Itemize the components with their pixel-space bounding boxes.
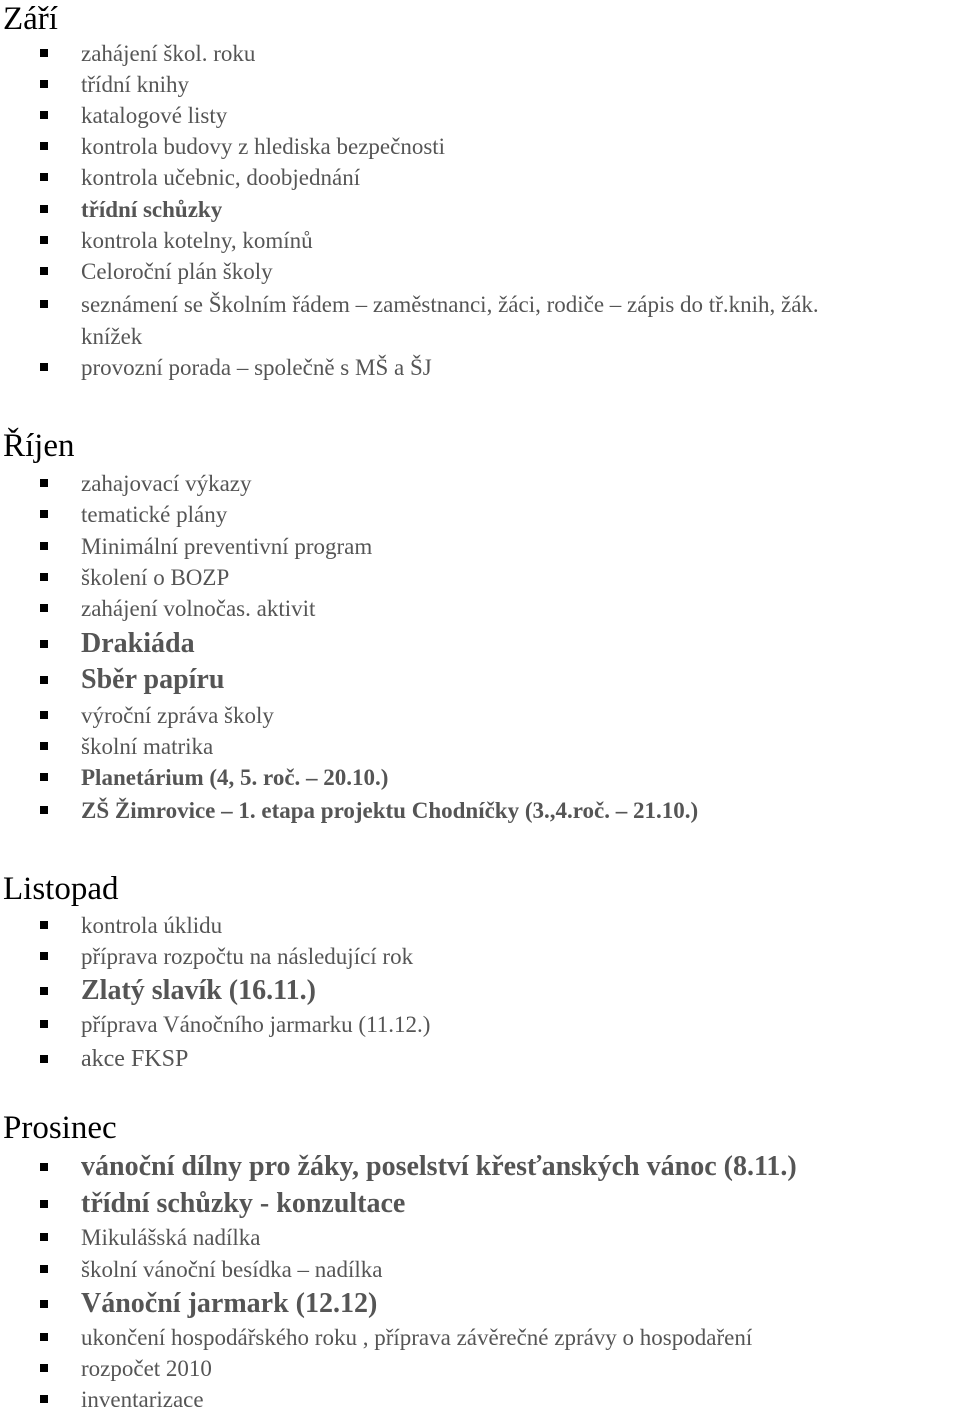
bullet-icon — [40, 542, 48, 550]
month-heading-listopad: Listopad — [3, 871, 119, 907]
bullet-icon — [40, 1020, 48, 1028]
list-item-text: katalogové listy — [81, 103, 228, 128]
list-item-text: Planetárium (4, 5. roč. – 20.10.) — [81, 765, 389, 790]
list-item-text: vánoční dílny pro žáky, poselství křesťanských vánoc (8.11.) — [81, 1151, 797, 1182]
bullet-icon — [40, 1265, 48, 1273]
bullet-icon — [40, 49, 48, 57]
list-item-text: Minimální preventivní program — [81, 534, 373, 559]
list-item-text: Mikulášská nadílka — [81, 1225, 261, 1250]
bullet-icon — [40, 640, 48, 648]
bullet-icon — [40, 921, 48, 929]
list-item-text: seznámení se Školním řádem – zaměstnanci, žáci, rodiče – zápis do tř.knih, žák. — [81, 292, 819, 317]
bullet-icon — [40, 173, 48, 181]
bullet-icon — [40, 1163, 48, 1171]
bullet-icon — [40, 363, 48, 371]
bullet-icon — [40, 773, 48, 781]
list-item-text: příprava Vánočního jarmarku (11.12.) — [81, 1012, 431, 1037]
list-item-text: kontrola úklidu — [81, 913, 223, 938]
list-item-text: ukončení hospodářského roku , příprava závěrečné zprávy o hospodaření — [81, 1325, 753, 1350]
bullet-icon — [40, 205, 48, 213]
bullet-icon — [40, 1200, 48, 1208]
list-item-text: výroční zpráva školy — [81, 703, 274, 728]
bullet-icon — [40, 676, 48, 684]
list-item-text: Sběr papíru — [81, 664, 225, 695]
bullet-icon — [40, 987, 48, 995]
list-item-text: příprava rozpočtu na následující rok — [81, 944, 414, 969]
list-item-text: Vánoční jarmark (12.12) — [81, 1288, 378, 1319]
bullet-icon — [40, 510, 48, 518]
bullet-icon — [40, 573, 48, 581]
month-heading-prosinec: Prosinec — [3, 1110, 117, 1146]
list-item-text: Celoroční plán školy — [81, 259, 273, 284]
list-item-text: školní vánoční besídka – nadílka — [81, 1257, 383, 1282]
bullet-icon — [40, 742, 48, 750]
bullet-icon — [40, 236, 48, 244]
list-item-text: ZŠ Žimrovice – 1. etapa projektu Chodníčky (3.,4.roč. – 21.10.) — [81, 798, 699, 823]
bullet-icon — [40, 1233, 48, 1241]
bullet-icon — [40, 1333, 48, 1341]
bullet-icon — [40, 111, 48, 119]
list-item-text: třídní schůzky - konzultace — [81, 1188, 406, 1219]
list-item-text: kontrola budovy z hlediska bezpečnosti — [81, 134, 446, 159]
bullet-icon — [40, 1395, 48, 1403]
list-item-text: Drakiáda — [81, 628, 195, 659]
list-item-text: zahájení volnočas. aktivit — [81, 596, 316, 621]
list-item-text: školení o BOZP — [81, 565, 230, 590]
list-item-text: akce FKSP — [81, 1046, 189, 1072]
bullet-icon — [40, 952, 48, 960]
bullet-icon — [40, 479, 48, 487]
list-item-continuation-text: knížek — [81, 324, 143, 349]
list-item-text: provozní porada – společně s MŠ a ŠJ — [81, 355, 432, 380]
list-item-text: zahajovací výkazy — [81, 471, 252, 496]
month-heading-rijen: Říjen — [3, 428, 75, 464]
bullet-icon — [40, 80, 48, 88]
list-item-text: třídní knihy — [81, 72, 189, 97]
bullet-icon — [40, 1055, 48, 1063]
list-item-text: zahájení škol. roku — [81, 41, 256, 66]
list-item-text: inventarizace — [81, 1387, 204, 1412]
list-item-text: kontrola kotelny, komínů — [81, 228, 313, 253]
bullet-icon — [40, 1300, 48, 1308]
bullet-icon — [40, 267, 48, 275]
list-item-text: třídní schůzky — [81, 197, 223, 222]
list-item-text: Zlatý slavík (16.11.) — [81, 975, 316, 1006]
bullet-icon — [40, 300, 48, 308]
bullet-icon — [40, 604, 48, 612]
list-item-text: rozpočet 2010 — [81, 1356, 212, 1381]
bullet-icon — [40, 711, 48, 719]
bullet-icon — [40, 806, 48, 814]
bullet-icon — [40, 142, 48, 150]
month-heading-zari: Září — [3, 1, 58, 37]
bullet-icon — [40, 1364, 48, 1372]
list-item-text: školní matrika — [81, 734, 214, 759]
list-item-text: kontrola učebnic, doobjednání — [81, 165, 361, 190]
list-item-text: tematické plány — [81, 502, 228, 527]
